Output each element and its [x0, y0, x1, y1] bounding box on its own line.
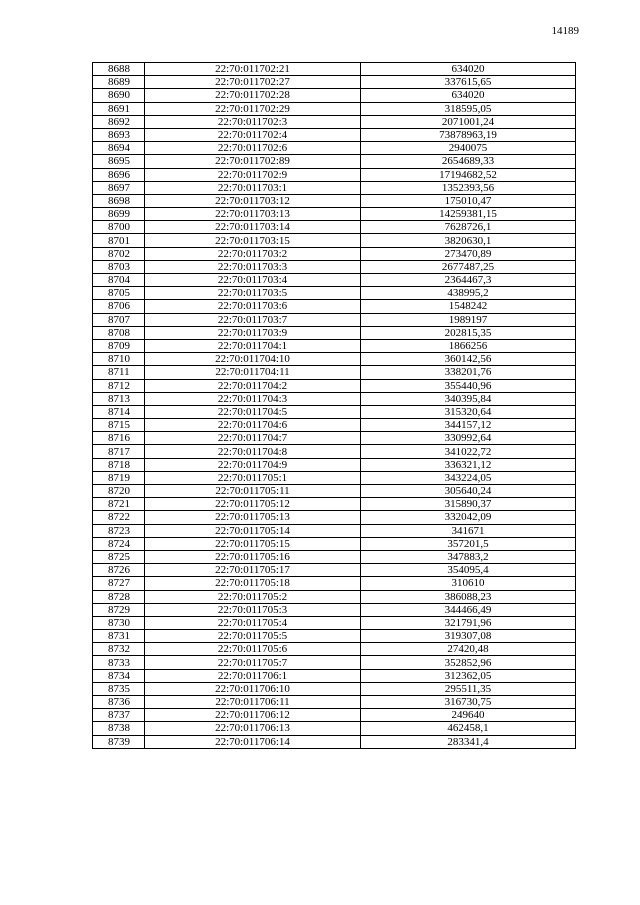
row-number-cell: 8711	[93, 366, 145, 379]
cadastral-number-cell: 22:70:011704:3	[145, 392, 361, 405]
row-number-cell: 8696	[93, 168, 145, 181]
row-number-cell: 8728	[93, 590, 145, 603]
table-row	[93, 458, 576, 471]
value-cell: 1548242	[361, 300, 576, 313]
value-cell: 316730,75	[361, 696, 576, 709]
table-row	[93, 339, 576, 352]
cadastral-number-cell: 22:70:011705:3	[145, 603, 361, 616]
value-cell: 305640,24	[361, 485, 576, 498]
value-cell: 310610	[361, 577, 576, 590]
row-number-cell: 8739	[93, 735, 145, 748]
value-cell: 2677487,25	[361, 260, 576, 273]
table-row	[93, 511, 576, 524]
table-row	[93, 524, 576, 537]
cadastral-number-cell: 22:70:011706:11	[145, 696, 361, 709]
cadastral-number-cell: 22:70:011702:89	[145, 155, 361, 168]
value-cell: 14259381,15	[361, 208, 576, 221]
cadastral-number-cell: 22:70:011704:11	[145, 366, 361, 379]
table-row	[93, 102, 576, 115]
value-cell: 438995,2	[361, 287, 576, 300]
value-cell: 341671	[361, 524, 576, 537]
value-cell: 3820630,1	[361, 234, 576, 247]
cadastral-number-cell: 22:70:011702:29	[145, 102, 361, 115]
row-number-cell: 8699	[93, 208, 145, 221]
row-number-cell: 8693	[93, 128, 145, 141]
value-cell: 312362,05	[361, 669, 576, 682]
table-row	[93, 537, 576, 550]
value-cell: 283341,4	[361, 735, 576, 748]
cadastral-value-table	[92, 62, 576, 749]
table-row	[93, 128, 576, 141]
row-number-cell: 8705	[93, 287, 145, 300]
value-cell: 319307,08	[361, 630, 576, 643]
cadastral-number-cell: 22:70:011702:28	[145, 89, 361, 102]
table-row	[93, 142, 576, 155]
table-row	[93, 313, 576, 326]
table-row	[93, 656, 576, 669]
cadastral-number-cell: 22:70:011705:18	[145, 577, 361, 590]
cadastral-number-cell: 22:70:011702:4	[145, 128, 361, 141]
value-cell: 344157,12	[361, 419, 576, 432]
cadastral-number-cell: 22:70:011704:6	[145, 419, 361, 432]
value-cell: 355440,96	[361, 379, 576, 392]
table-row	[93, 63, 576, 76]
row-number-cell: 8698	[93, 194, 145, 207]
value-cell: 330992,64	[361, 432, 576, 445]
value-cell: 2654689,33	[361, 155, 576, 168]
table-row	[93, 643, 576, 656]
row-number-cell: 8735	[93, 682, 145, 695]
value-cell: 340395,84	[361, 392, 576, 405]
value-cell: 360142,56	[361, 353, 576, 366]
row-number-cell: 8695	[93, 155, 145, 168]
value-cell: 17194682,52	[361, 168, 576, 181]
row-number-cell: 8724	[93, 537, 145, 550]
value-cell: 338201,76	[361, 366, 576, 379]
table-row	[93, 300, 576, 313]
row-number-cell: 8701	[93, 234, 145, 247]
cadastral-number-cell: 22:70:011705:16	[145, 550, 361, 563]
row-number-cell: 8715	[93, 419, 145, 432]
page-number: 14189	[551, 25, 579, 37]
row-number-cell: 8690	[93, 89, 145, 102]
value-cell: 344466,49	[361, 603, 576, 616]
table-row	[93, 168, 576, 181]
row-number-cell: 8704	[93, 274, 145, 287]
cadastral-number-cell: 22:70:011703:14	[145, 221, 361, 234]
table-row	[93, 194, 576, 207]
value-cell: 1352393,56	[361, 181, 576, 194]
row-number-cell: 8706	[93, 300, 145, 313]
value-cell: 337615,65	[361, 76, 576, 89]
table-row	[93, 432, 576, 445]
table-row	[93, 208, 576, 221]
table-row	[93, 445, 576, 458]
cadastral-number-cell: 22:70:011702:9	[145, 168, 361, 181]
table-row	[93, 76, 576, 89]
row-number-cell: 8720	[93, 485, 145, 498]
cadastral-number-cell: 22:70:011703:6	[145, 300, 361, 313]
cadastral-number-cell: 22:70:011703:12	[145, 194, 361, 207]
table-row	[93, 287, 576, 300]
cadastral-number-cell: 22:70:011704:1	[145, 339, 361, 352]
row-number-cell: 8692	[93, 115, 145, 128]
cadastral-number-cell: 22:70:011703:7	[145, 313, 361, 326]
cadastral-number-cell: 22:70:011706:13	[145, 722, 361, 735]
value-cell: 2071001,24	[361, 115, 576, 128]
row-number-cell: 8703	[93, 260, 145, 273]
table-row	[93, 405, 576, 418]
cadastral-number-cell: 22:70:011702:3	[145, 115, 361, 128]
row-number-cell: 8729	[93, 603, 145, 616]
row-number-cell: 8710	[93, 353, 145, 366]
row-number-cell: 8730	[93, 616, 145, 629]
row-number-cell: 8712	[93, 379, 145, 392]
table-row	[93, 722, 576, 735]
cadastral-number-cell: 22:70:011703:9	[145, 326, 361, 339]
table-row	[93, 669, 576, 682]
cadastral-number-cell: 22:70:011706:1	[145, 669, 361, 682]
value-cell: 249640	[361, 709, 576, 722]
table-row	[93, 247, 576, 260]
cadastral-number-cell: 22:70:011706:14	[145, 735, 361, 748]
value-cell: 332042,09	[361, 511, 576, 524]
table-row	[93, 577, 576, 590]
table-row	[93, 181, 576, 194]
row-number-cell: 8726	[93, 564, 145, 577]
cadastral-number-cell: 22:70:011706:10	[145, 682, 361, 695]
value-cell: 175010,47	[361, 194, 576, 207]
value-cell: 386088,23	[361, 590, 576, 603]
value-cell: 1989197	[361, 313, 576, 326]
cadastral-number-cell: 22:70:011705:17	[145, 564, 361, 577]
row-number-cell: 8737	[93, 709, 145, 722]
table-row	[93, 603, 576, 616]
row-number-cell: 8736	[93, 696, 145, 709]
cadastral-number-cell: 22:70:011705:5	[145, 630, 361, 643]
table-row	[93, 682, 576, 695]
row-number-cell: 8688	[93, 63, 145, 76]
table-row	[93, 274, 576, 287]
value-cell: 73878963,19	[361, 128, 576, 141]
row-number-cell: 8702	[93, 247, 145, 260]
row-number-cell: 8719	[93, 471, 145, 484]
value-cell: 7628726,1	[361, 221, 576, 234]
value-cell: 634020	[361, 63, 576, 76]
table-row	[93, 696, 576, 709]
row-number-cell: 8725	[93, 550, 145, 563]
table-row	[93, 353, 576, 366]
cadastral-number-cell: 22:70:011705:14	[145, 524, 361, 537]
value-cell: 295511,35	[361, 682, 576, 695]
table-row	[93, 616, 576, 629]
cadastral-number-cell: 22:70:011703:2	[145, 247, 361, 260]
table-row	[93, 485, 576, 498]
cadastral-number-cell: 22:70:011704:10	[145, 353, 361, 366]
value-cell: 2364467,3	[361, 274, 576, 287]
value-cell: 462458,1	[361, 722, 576, 735]
table-row	[93, 735, 576, 748]
table-row	[93, 221, 576, 234]
cadastral-number-cell: 22:70:011705:15	[145, 537, 361, 550]
cadastral-number-cell: 22:70:011704:5	[145, 405, 361, 418]
value-cell: 354095,4	[361, 564, 576, 577]
value-cell: 347883,2	[361, 550, 576, 563]
table-row	[93, 326, 576, 339]
cadastral-number-cell: 22:70:011703:1	[145, 181, 361, 194]
table-row	[93, 379, 576, 392]
table-row	[93, 550, 576, 563]
table-body	[93, 63, 576, 749]
row-number-cell: 8691	[93, 102, 145, 115]
cadastral-number-cell: 22:70:011706:12	[145, 709, 361, 722]
row-number-cell: 8721	[93, 498, 145, 511]
cadastral-number-cell: 22:70:011705:13	[145, 511, 361, 524]
table-row	[93, 392, 576, 405]
value-cell: 321791,96	[361, 616, 576, 629]
row-number-cell: 8709	[93, 339, 145, 352]
cadastral-number-cell: 22:70:011704:8	[145, 445, 361, 458]
table-row	[93, 564, 576, 577]
value-cell: 341022,72	[361, 445, 576, 458]
value-cell: 315890,37	[361, 498, 576, 511]
table-row	[93, 115, 576, 128]
value-cell: 343224,05	[361, 471, 576, 484]
table-row	[93, 260, 576, 273]
row-number-cell: 8707	[93, 313, 145, 326]
cadastral-number-cell: 22:70:011702:6	[145, 142, 361, 155]
row-number-cell: 8733	[93, 656, 145, 669]
value-cell: 634020	[361, 89, 576, 102]
table-row	[93, 498, 576, 511]
row-number-cell: 8738	[93, 722, 145, 735]
cadastral-number-cell: 22:70:011705:11	[145, 485, 361, 498]
row-number-cell: 8717	[93, 445, 145, 458]
cadastral-number-cell: 22:70:011704:9	[145, 458, 361, 471]
value-cell: 2940075	[361, 142, 576, 155]
cadastral-number-cell: 22:70:011703:5	[145, 287, 361, 300]
table-row	[93, 419, 576, 432]
row-number-cell: 8722	[93, 511, 145, 524]
table-row	[93, 630, 576, 643]
table-row	[93, 89, 576, 102]
cadastral-number-cell: 22:70:011705:7	[145, 656, 361, 669]
row-number-cell: 8732	[93, 643, 145, 656]
row-number-cell: 8734	[93, 669, 145, 682]
table-row	[93, 709, 576, 722]
cadastral-number-cell: 22:70:011705:12	[145, 498, 361, 511]
row-number-cell: 8727	[93, 577, 145, 590]
row-number-cell: 8689	[93, 76, 145, 89]
value-cell: 273470,89	[361, 247, 576, 260]
value-cell: 315320,64	[361, 405, 576, 418]
cadastral-number-cell: 22:70:011703:3	[145, 260, 361, 273]
row-number-cell: 8713	[93, 392, 145, 405]
cadastral-number-cell: 22:70:011705:6	[145, 643, 361, 656]
value-cell: 352852,96	[361, 656, 576, 669]
cadastral-number-cell: 22:70:011703:13	[145, 208, 361, 221]
row-number-cell: 8731	[93, 630, 145, 643]
row-number-cell: 8718	[93, 458, 145, 471]
cadastral-number-cell: 22:70:011705:4	[145, 616, 361, 629]
value-cell: 336321,12	[361, 458, 576, 471]
cadastral-number-cell: 22:70:011703:15	[145, 234, 361, 247]
value-cell: 27420,48	[361, 643, 576, 656]
value-cell: 1866256	[361, 339, 576, 352]
table-row	[93, 471, 576, 484]
value-cell: 202815,35	[361, 326, 576, 339]
table-row	[93, 366, 576, 379]
table-row	[93, 590, 576, 603]
row-number-cell: 8694	[93, 142, 145, 155]
cadastral-number-cell: 22:70:011704:2	[145, 379, 361, 392]
table-row	[93, 234, 576, 247]
row-number-cell: 8716	[93, 432, 145, 445]
row-number-cell: 8708	[93, 326, 145, 339]
value-cell: 357201,5	[361, 537, 576, 550]
value-cell: 318595,05	[361, 102, 576, 115]
cadastral-number-cell: 22:70:011702:21	[145, 63, 361, 76]
row-number-cell: 8697	[93, 181, 145, 194]
row-number-cell: 8714	[93, 405, 145, 418]
row-number-cell: 8723	[93, 524, 145, 537]
cadastral-number-cell: 22:70:011705:1	[145, 471, 361, 484]
cadastral-number-cell: 22:70:011705:2	[145, 590, 361, 603]
cadastral-number-cell: 22:70:011702:27	[145, 76, 361, 89]
table-row	[93, 155, 576, 168]
cadastral-number-cell: 22:70:011703:4	[145, 274, 361, 287]
cadastral-number-cell: 22:70:011704:7	[145, 432, 361, 445]
row-number-cell: 8700	[93, 221, 145, 234]
